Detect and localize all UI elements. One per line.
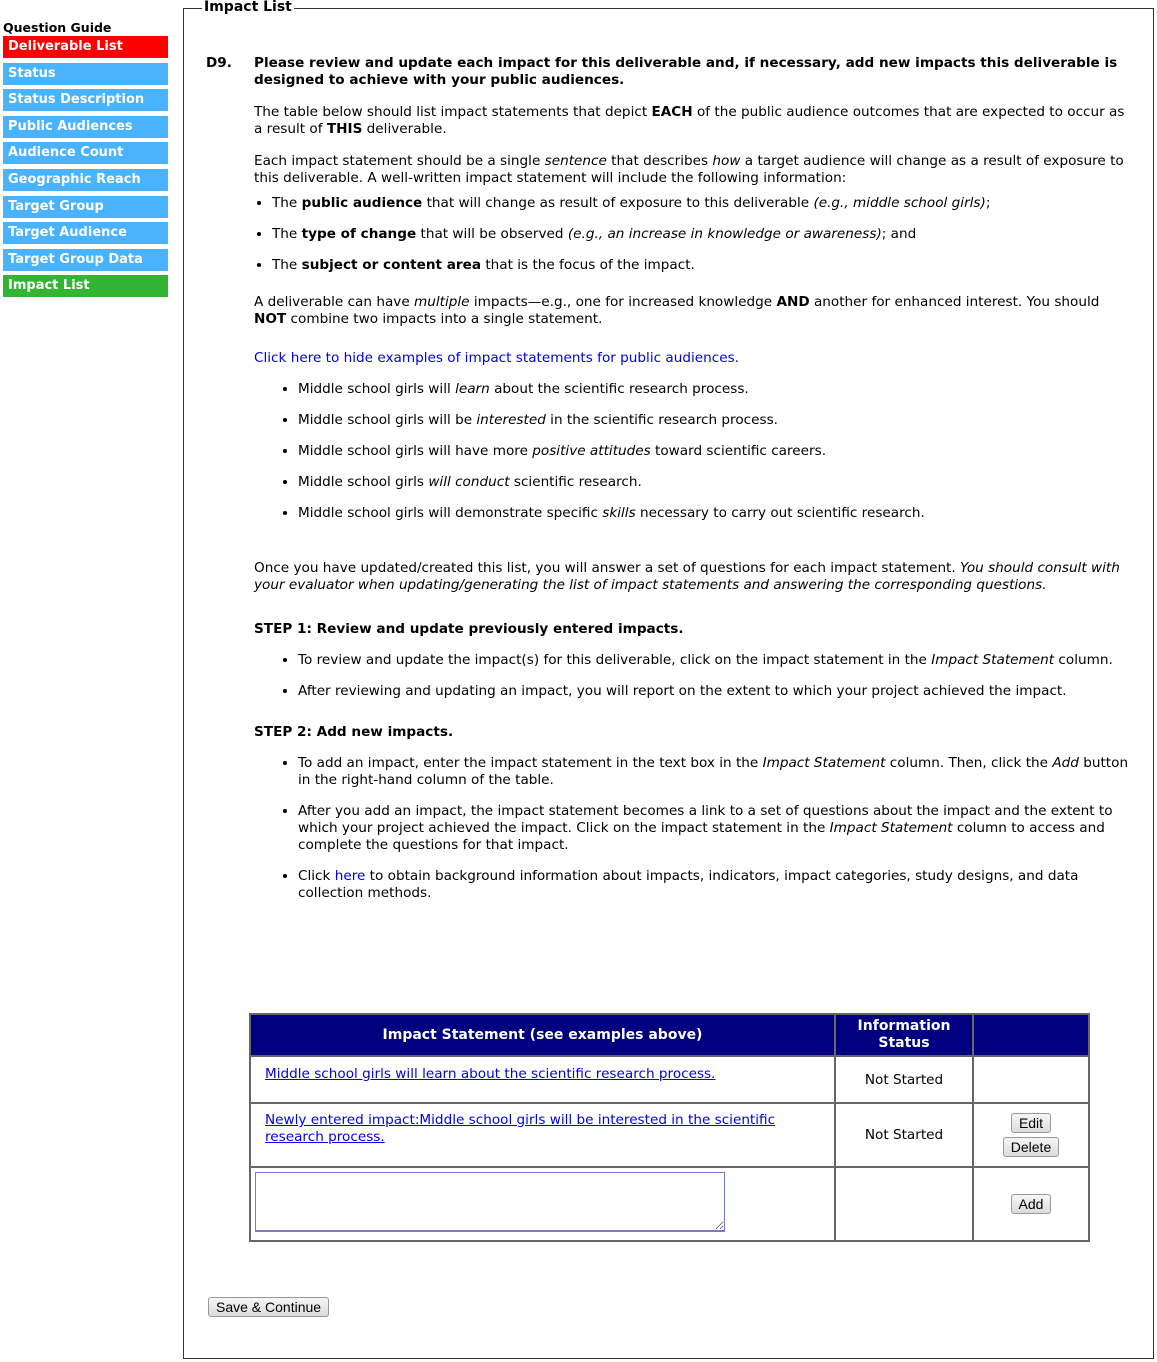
- text-segment: column.: [1054, 652, 1113, 668]
- sidebar-title: Question Guide: [3, 20, 112, 35]
- text-segment: Each impact statement should be a single: [254, 153, 545, 169]
- header-impact-statement: Impact Statement (see examples above): [250, 1014, 835, 1056]
- text-segment: Once you have updated/created this list, you will answer a set of questions for each impact statement.: [254, 560, 961, 576]
- text-segment: To review and update the impact(s) for this deliverable, click on the impact statement in the: [298, 652, 932, 668]
- fieldset-border: [184, 8, 1153, 9]
- text-segment: A deliverable can have: [254, 294, 414, 310]
- text-segment: another for enhanced interest. You should: [809, 294, 1100, 310]
- sidebar-item-deliverable-list[interactable]: Deliverable List: [3, 36, 168, 58]
- status-cell: [835, 1167, 973, 1241]
- hide-examples-link[interactable]: Click here to hide examples of impact statements for public audiences.: [254, 350, 739, 366]
- list-item: [272, 195, 1134, 212]
- list-item: [272, 257, 1134, 274]
- list-item: [298, 474, 1134, 491]
- sidebar-item-status[interactable]: Status: [3, 63, 168, 85]
- text-segment: type of change: [301, 226, 417, 242]
- save-continue-button[interactable]: Save & Continue: [208, 1297, 329, 1317]
- text-segment: THIS: [326, 121, 363, 137]
- step1-list: [254, 652, 1134, 700]
- text-segment: will conduct: [428, 474, 510, 490]
- list-item: [298, 381, 1134, 398]
- examples-list: [254, 381, 1134, 522]
- status-cell: Not Started: [835, 1103, 973, 1167]
- text-segment: that will be observed: [416, 226, 568, 242]
- multiple-paragraph: [254, 294, 1134, 328]
- text-segment: (e.g., an increase in knowledge or awareness): [567, 226, 882, 242]
- question-guide-sidebar: [3, 20, 168, 302]
- add-button[interactable]: Add: [1011, 1194, 1052, 1214]
- impact-list-fieldset: [183, 0, 1154, 1359]
- text-segment: combine two impacts into a single statement.: [286, 311, 603, 327]
- step1-title: STEP 1: Review and update previously entered impacts.: [254, 621, 684, 637]
- text-segment: toward scientific careers.: [650, 443, 827, 459]
- text-segment: After reviewing and updating an impact, you will report on the extent to which your project achieved the impact.: [298, 683, 1067, 699]
- text-segment: EACH: [651, 104, 693, 120]
- text-segment: Add: [1052, 755, 1079, 771]
- text-segment: Middle school girls will have more: [298, 443, 533, 459]
- status-cell: Not Started: [835, 1056, 973, 1103]
- header-actions: [973, 1014, 1089, 1056]
- table-row: [250, 1103, 1089, 1167]
- text-segment: interested: [476, 412, 546, 428]
- list-item: [298, 868, 1134, 902]
- text-segment: impacts—e.g., one for increased knowledge: [469, 294, 777, 310]
- text-segment: Middle school girls: [298, 474, 429, 490]
- list-item: [298, 755, 1134, 789]
- each-paragraph: [254, 153, 1134, 187]
- text-segment: necessary to carry out scientific research.: [635, 505, 925, 521]
- text-segment: sentence: [544, 153, 607, 169]
- list-item: [272, 226, 1134, 243]
- text-segment: column. Then, click the: [885, 755, 1053, 771]
- list-item: [298, 652, 1134, 669]
- sidebar-item-target-audience[interactable]: Target Audience: [3, 222, 168, 244]
- text-segment: Impact Statement: [931, 652, 1055, 668]
- sidebar-item-audience-count[interactable]: Audience Count: [3, 142, 168, 164]
- text-segment: ;: [985, 195, 991, 211]
- text-segment: button in the right-hand column of the table.: [298, 755, 1129, 788]
- text-segment: AND: [776, 294, 810, 310]
- text-segment: The table below should list impact statements that depict: [254, 104, 652, 120]
- new-impact-statement-input[interactable]: [255, 1172, 725, 1232]
- sidebar-item-status-description[interactable]: Status Description: [3, 89, 168, 111]
- text-segment: deliverable.: [362, 121, 447, 137]
- text-segment: about the scientific research process.: [489, 381, 749, 397]
- text-segment: To add an impact, enter the impact statement in the text box in the: [298, 755, 763, 771]
- instructions: [254, 55, 1134, 918]
- text-segment: After you add an impact, the impact statement becomes a link to a set of questions about the impact and the extent to which your project achieved the impact. Click on the impact statement in the: [298, 803, 1113, 836]
- table-row: [250, 1056, 1089, 1103]
- text-segment: to obtain background information about impacts, indicators, impact categories, study designs, and data collection methods.: [298, 868, 1079, 901]
- header-information-status: Information Status: [835, 1014, 973, 1056]
- text-segment: of the public audience outcomes that are expected to occur as a result of: [254, 104, 1125, 137]
- question-text: Please review and update each impact for this deliverable and, if necessary, add new impacts this deliverable is designed to achieve with your public audiences.: [254, 55, 1118, 88]
- question-number: D9.: [206, 55, 232, 71]
- edit-button[interactable]: Edit: [1011, 1113, 1051, 1133]
- intro-paragraph: [254, 104, 1134, 138]
- text-segment: subject or content area: [301, 257, 482, 273]
- text-segment: The: [272, 195, 302, 211]
- background-info-link[interactable]: here: [334, 868, 366, 884]
- text-segment: that describes: [606, 153, 713, 169]
- text-segment: that is the focus of the impact.: [481, 257, 695, 273]
- list-item: [298, 505, 1134, 522]
- criteria-list: [254, 195, 1134, 274]
- sidebar-item-impact-list[interactable]: Impact List: [3, 275, 168, 297]
- sidebar-item-target-group[interactable]: Target Group: [3, 196, 168, 218]
- text-segment: in the scientific research process.: [545, 412, 778, 428]
- new-impact-row: [250, 1167, 1089, 1241]
- text-segment: positive attitudes: [532, 443, 651, 459]
- sidebar-item-public-audiences[interactable]: Public Audiences: [3, 116, 168, 138]
- text-segment: Middle school girls will be: [298, 412, 477, 428]
- text-segment: multiple: [414, 294, 470, 310]
- text-segment: The: [272, 257, 302, 273]
- delete-button[interactable]: Delete: [1003, 1137, 1059, 1157]
- impact-statement-link[interactable]: Middle school girls will learn about the scientific research process.: [265, 1065, 716, 1082]
- text-segment: You should consult with your evaluator when updating/generating the list of impact statements and answering the corresponding questions.: [254, 560, 1120, 593]
- list-item: [298, 412, 1134, 429]
- fieldset-legend: Impact List: [204, 0, 292, 15]
- text-segment: Middle school girls will demonstrate specific: [298, 505, 603, 521]
- sidebar-item-target-group-data[interactable]: Target Group Data: [3, 249, 168, 271]
- sidebar-item-geographic-reach[interactable]: Geographic Reach: [3, 169, 168, 191]
- list-item: [298, 443, 1134, 460]
- impact-statement-link[interactable]: Newly entered impact:Middle school girls will be interested in the scientific research process.: [265, 1112, 776, 1145]
- text-segment: public audience: [301, 195, 423, 211]
- text-segment: Impact Statement: [762, 755, 886, 771]
- list-item: [298, 803, 1134, 854]
- text-segment: (e.g., middle school girls): [813, 195, 986, 211]
- impact-table: [249, 1013, 1090, 1242]
- list-item: [298, 683, 1134, 700]
- step2-list: [254, 755, 1134, 902]
- text-segment: The: [272, 226, 302, 242]
- text-segment: Impact Statement: [829, 820, 953, 836]
- text-segment: Middle school girls will: [298, 381, 456, 397]
- step2-title: STEP 2: Add new impacts.: [254, 724, 454, 740]
- text-segment: a target audience will change as a result of exposure to this deliverable. A well-written impact statement will include the following information:: [254, 153, 1124, 186]
- text-segment: column to access and complete the questions for that impact.: [298, 820, 1105, 853]
- text-segment: how: [712, 153, 741, 169]
- text-segment: scientific research.: [509, 474, 642, 490]
- text-segment: skills: [602, 505, 636, 521]
- text-segment: learn: [455, 381, 490, 397]
- once-paragraph: [254, 560, 1134, 594]
- text-segment: that will change as result of exposure to this deliverable: [422, 195, 814, 211]
- text-segment: Click: [298, 868, 335, 884]
- table-header: [250, 1014, 1089, 1056]
- text-segment: NOT: [254, 311, 287, 327]
- actions-cell: [973, 1056, 1089, 1103]
- text-segment: ; and: [881, 226, 917, 242]
